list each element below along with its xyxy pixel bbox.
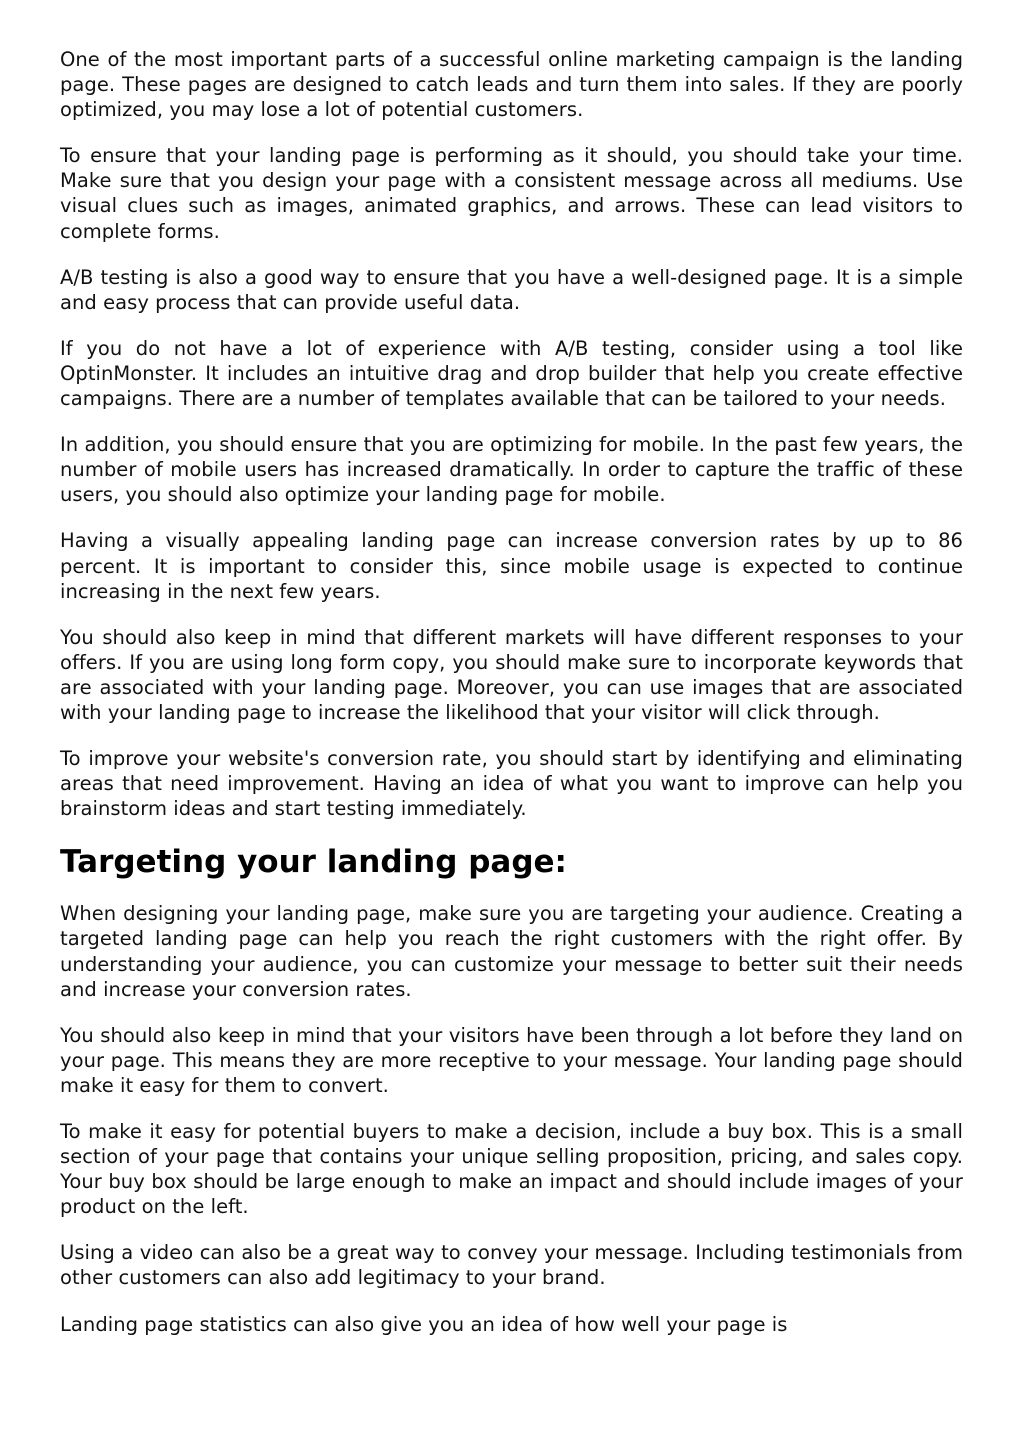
paragraph-different-markets: You should also keep in mind that different markets will have different responses to your offers. If you are using long form copy, you should make sure to incorporate keywords that are associated with your landing page. Moreover, you can use images that are associated with your landing page to increase the likelihood that your visitor will click through.: [60, 625, 963, 724]
paragraph-visual-appeal: Having a visually appealing landing page can increase conversion rates by up to 86 percent. It is important to consider this, since mobile usage is expected to continue increasing in the next few years.: [60, 529, 963, 603]
paragraph-ab-testing: A/B testing is also a good way to ensure that you have a well-designed page. It is a simple and easy process that can provide useful data.: [60, 265, 963, 314]
paragraph-landing-statistics: Landing page statistics can also give you an idea of how well your page is: [60, 1312, 788, 1336]
paragraph-targeting-audience: When designing your landing page, make sure you are targeting your audience. Creating a targeted landing page can help you reach the right customers with the right offer. By understanding your audience, you can customize your message to better suit their needs and increase your conversion rates.: [60, 902, 963, 1001]
paragraph-conversion-rate: To improve your website's conversion rate, you should start by identifying and eliminating areas that need improvement. Having an idea of what you want to improve can help you brainstorm ideas and start testing immediately.: [60, 747, 963, 821]
section-heading-targeting: Targeting your landing page:: [60, 844, 567, 881]
paragraph-mobile-optimization: In addition, you should ensure that you are optimizing for mobile. In the past few years, the number of mobile users has increased dramatically. In order to capture the traffic of these users, you should also optimize your landing page for mobile.: [60, 433, 963, 507]
paragraph-landing-page-importance: One of the most important parts of a successful online marketing campaign is the landing page. These pages are designed to catch leads and turn them into sales. If they are poorly optimized, you may lose a lot of potential customers.: [60, 48, 963, 122]
paragraph-buy-box: To make it easy for potential buyers to make a decision, include a buy box. This is a small section of your page that contains your unique selling proposition, pricing, and sales copy. Your buy box should be large enough to make an impact and should include images of your product on the left.: [60, 1120, 963, 1219]
paragraph-video-testimonials: Using a video can also be a great way to convey your message. Including testimonials from other customers can also add legitimacy to your brand.: [60, 1241, 963, 1290]
document-page: [60, 47, 963, 1358]
paragraph-receptive-visitors: You should also keep in mind that your visitors have been through a lot before they land on your page. This means they are more receptive to your message. Your landing page should make it easy for them to convert.: [60, 1023, 963, 1097]
paragraph-optinmonster: If you do not have a lot of experience with A/B testing, consider using a tool like OptinMonster. It includes an intuitive drag and drop builder that help you create effective campaigns. There are a number of templates available that can be tailored to your needs.: [60, 336, 963, 411]
paragraph-consistent-message: To ensure that your landing page is performing as it should, you should take your time. Make sure that you design your page with a consistent message across all mediums. Use visual clues such as images, animated graphics, and arrows. These can lead visitors to complete forms.: [60, 144, 963, 243]
